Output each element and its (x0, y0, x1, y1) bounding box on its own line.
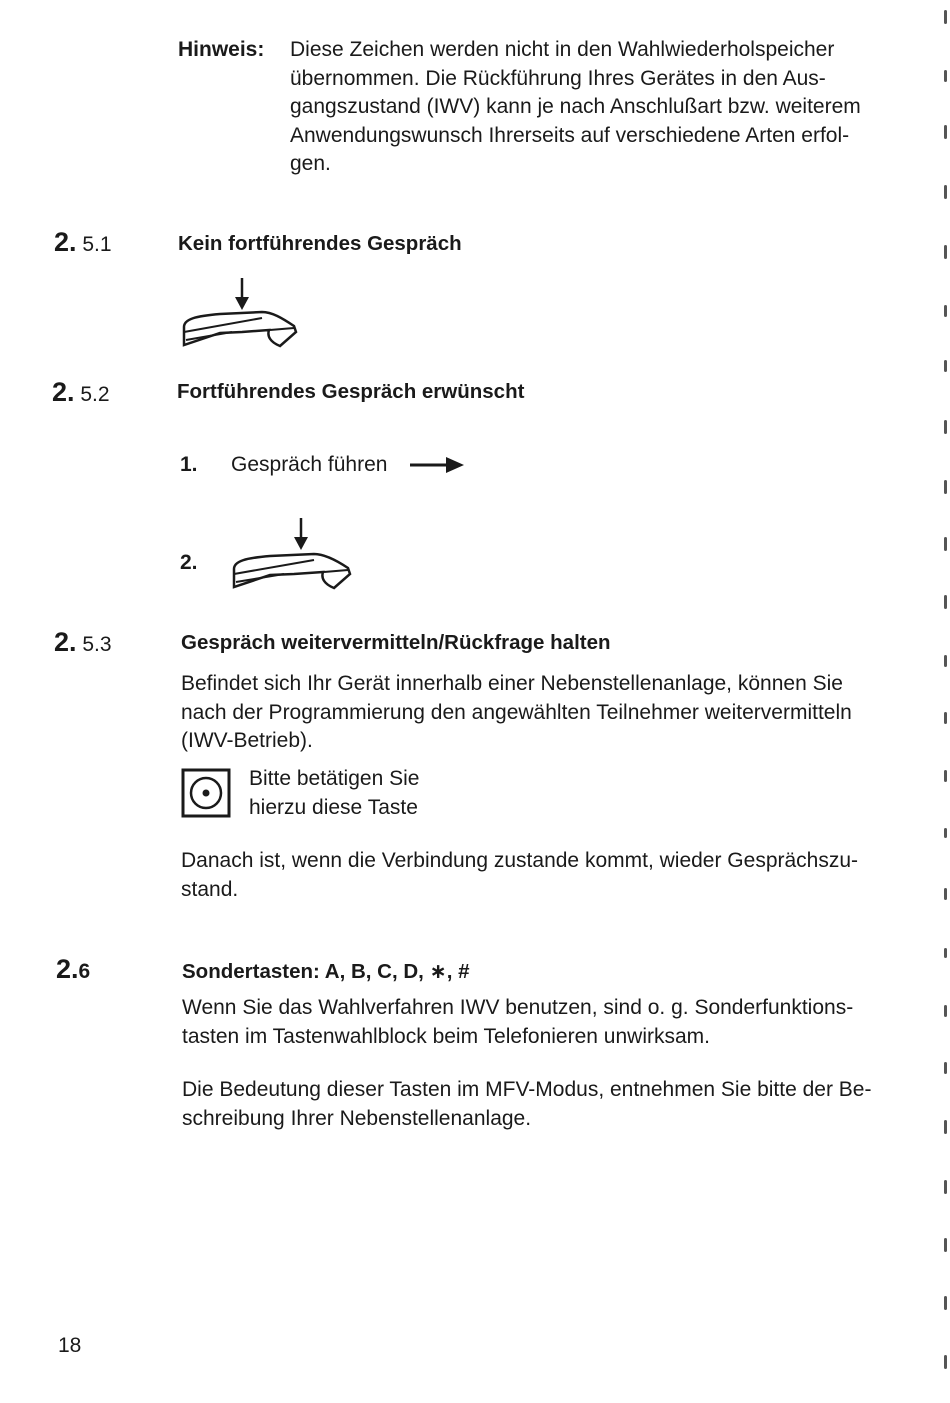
scan-mark (944, 1062, 947, 1074)
section-number: 2. 5.3 (54, 627, 112, 657)
scan-mark (944, 245, 947, 259)
scan-mark (944, 1238, 947, 1252)
section-number: 2.6 (56, 954, 91, 984)
section-paragraph (182, 994, 902, 1051)
section-paragraph (181, 670, 901, 756)
scan-mark (944, 595, 947, 609)
section-title: Gespräch weitervermitteln/Rückfrage halten (181, 631, 611, 654)
scan-mark (944, 712, 947, 724)
scan-mark (944, 70, 947, 82)
scan-mark (944, 1355, 947, 1369)
hinweis-label: Hinweis: (178, 38, 265, 61)
step-number: 1. (180, 453, 198, 476)
section-paragraph (182, 1076, 902, 1133)
scan-mark (944, 10, 947, 24)
scan-mark (944, 305, 947, 317)
scan-mark (944, 655, 947, 667)
hinweis-line: übernommen. Die Rückführung Ihres Gerätes in den Aus- (290, 66, 826, 90)
hinweis-line: Diese Zeichen werden nicht in den Wahlwiederholspeicher (290, 38, 835, 61)
handset-hang-up-icon (172, 272, 304, 352)
section-paragraph (181, 847, 901, 904)
key-note-line: hierzu diese Taste (249, 795, 418, 819)
paragraph-line: tasten im Tastenwahlblock beim Telefonieren unwirksam. (182, 1024, 710, 1048)
paragraph-line: Befindet sich Ihr Gerät innerhalb einer Nebenstellenanlage, können Sie (181, 672, 843, 695)
scan-mark (944, 360, 947, 372)
scan-mark (944, 420, 947, 434)
step-number: 2. (180, 551, 198, 574)
key-note-line: Bitte betätigen Sie (249, 767, 420, 790)
paragraph-line: Die Bedeutung dieser Tasten im MFV-Modus, entnehmen Sie bitte der Be- (182, 1078, 872, 1101)
arrow-right-icon (408, 454, 466, 476)
paragraph-line: Danach ist, wenn die Verbindung zustande kommt, wieder Gesprächszu- (181, 849, 859, 872)
scan-mark (944, 1180, 947, 1194)
scan-mark (944, 537, 947, 551)
scan-mark (944, 480, 947, 494)
hinweis-line: Anwendungswunsch Ihrerseits auf verschiedene Arten erfol- (290, 123, 850, 147)
scan-mark (944, 125, 947, 139)
section-number: 2. 5.2 (52, 377, 110, 407)
scan-mark (944, 828, 947, 838)
hinweis-line: gen. (290, 152, 331, 175)
paragraph-line: nach der Programmierung den angewählten Teilnehmer weitervermitteln (181, 700, 852, 724)
page-number: 18 (58, 1334, 82, 1357)
scan-mark (944, 948, 947, 958)
paragraph-line: stand. (181, 877, 239, 901)
scan-mark (944, 1120, 947, 1134)
handset-hang-up-icon (228, 514, 360, 594)
scan-mark (944, 888, 947, 900)
step-text: Gespräch führen (231, 453, 388, 476)
paragraph-line: schreibung Ihrer Nebenstellenanlage. (182, 1106, 532, 1130)
paragraph-line: Wenn Sie das Wahlverfahren IWV benutzen, sind o. g. Sonderfunktions- (182, 996, 854, 1019)
hinweis-line: gangszustand (IWV) kann je nach Anschlußart bzw. weiterem (290, 95, 861, 118)
section-title: Kein fortführendes Gespräch (178, 232, 462, 255)
section-number: 2. 5.1 (54, 227, 112, 257)
paragraph-line: (IWV-Betrieb). (181, 729, 313, 752)
scan-mark (944, 1296, 947, 1310)
section-title: Sondertasten: A, B, C, D, ∗, # (182, 960, 470, 983)
scan-mark (944, 1005, 947, 1017)
hinweis-text (290, 36, 890, 179)
scan-mark (944, 185, 947, 199)
transfer-key-icon (181, 768, 231, 818)
scan-mark (944, 770, 947, 782)
key-note (249, 765, 419, 822)
section-title: Fortführendes Gespräch erwünscht (177, 380, 525, 403)
